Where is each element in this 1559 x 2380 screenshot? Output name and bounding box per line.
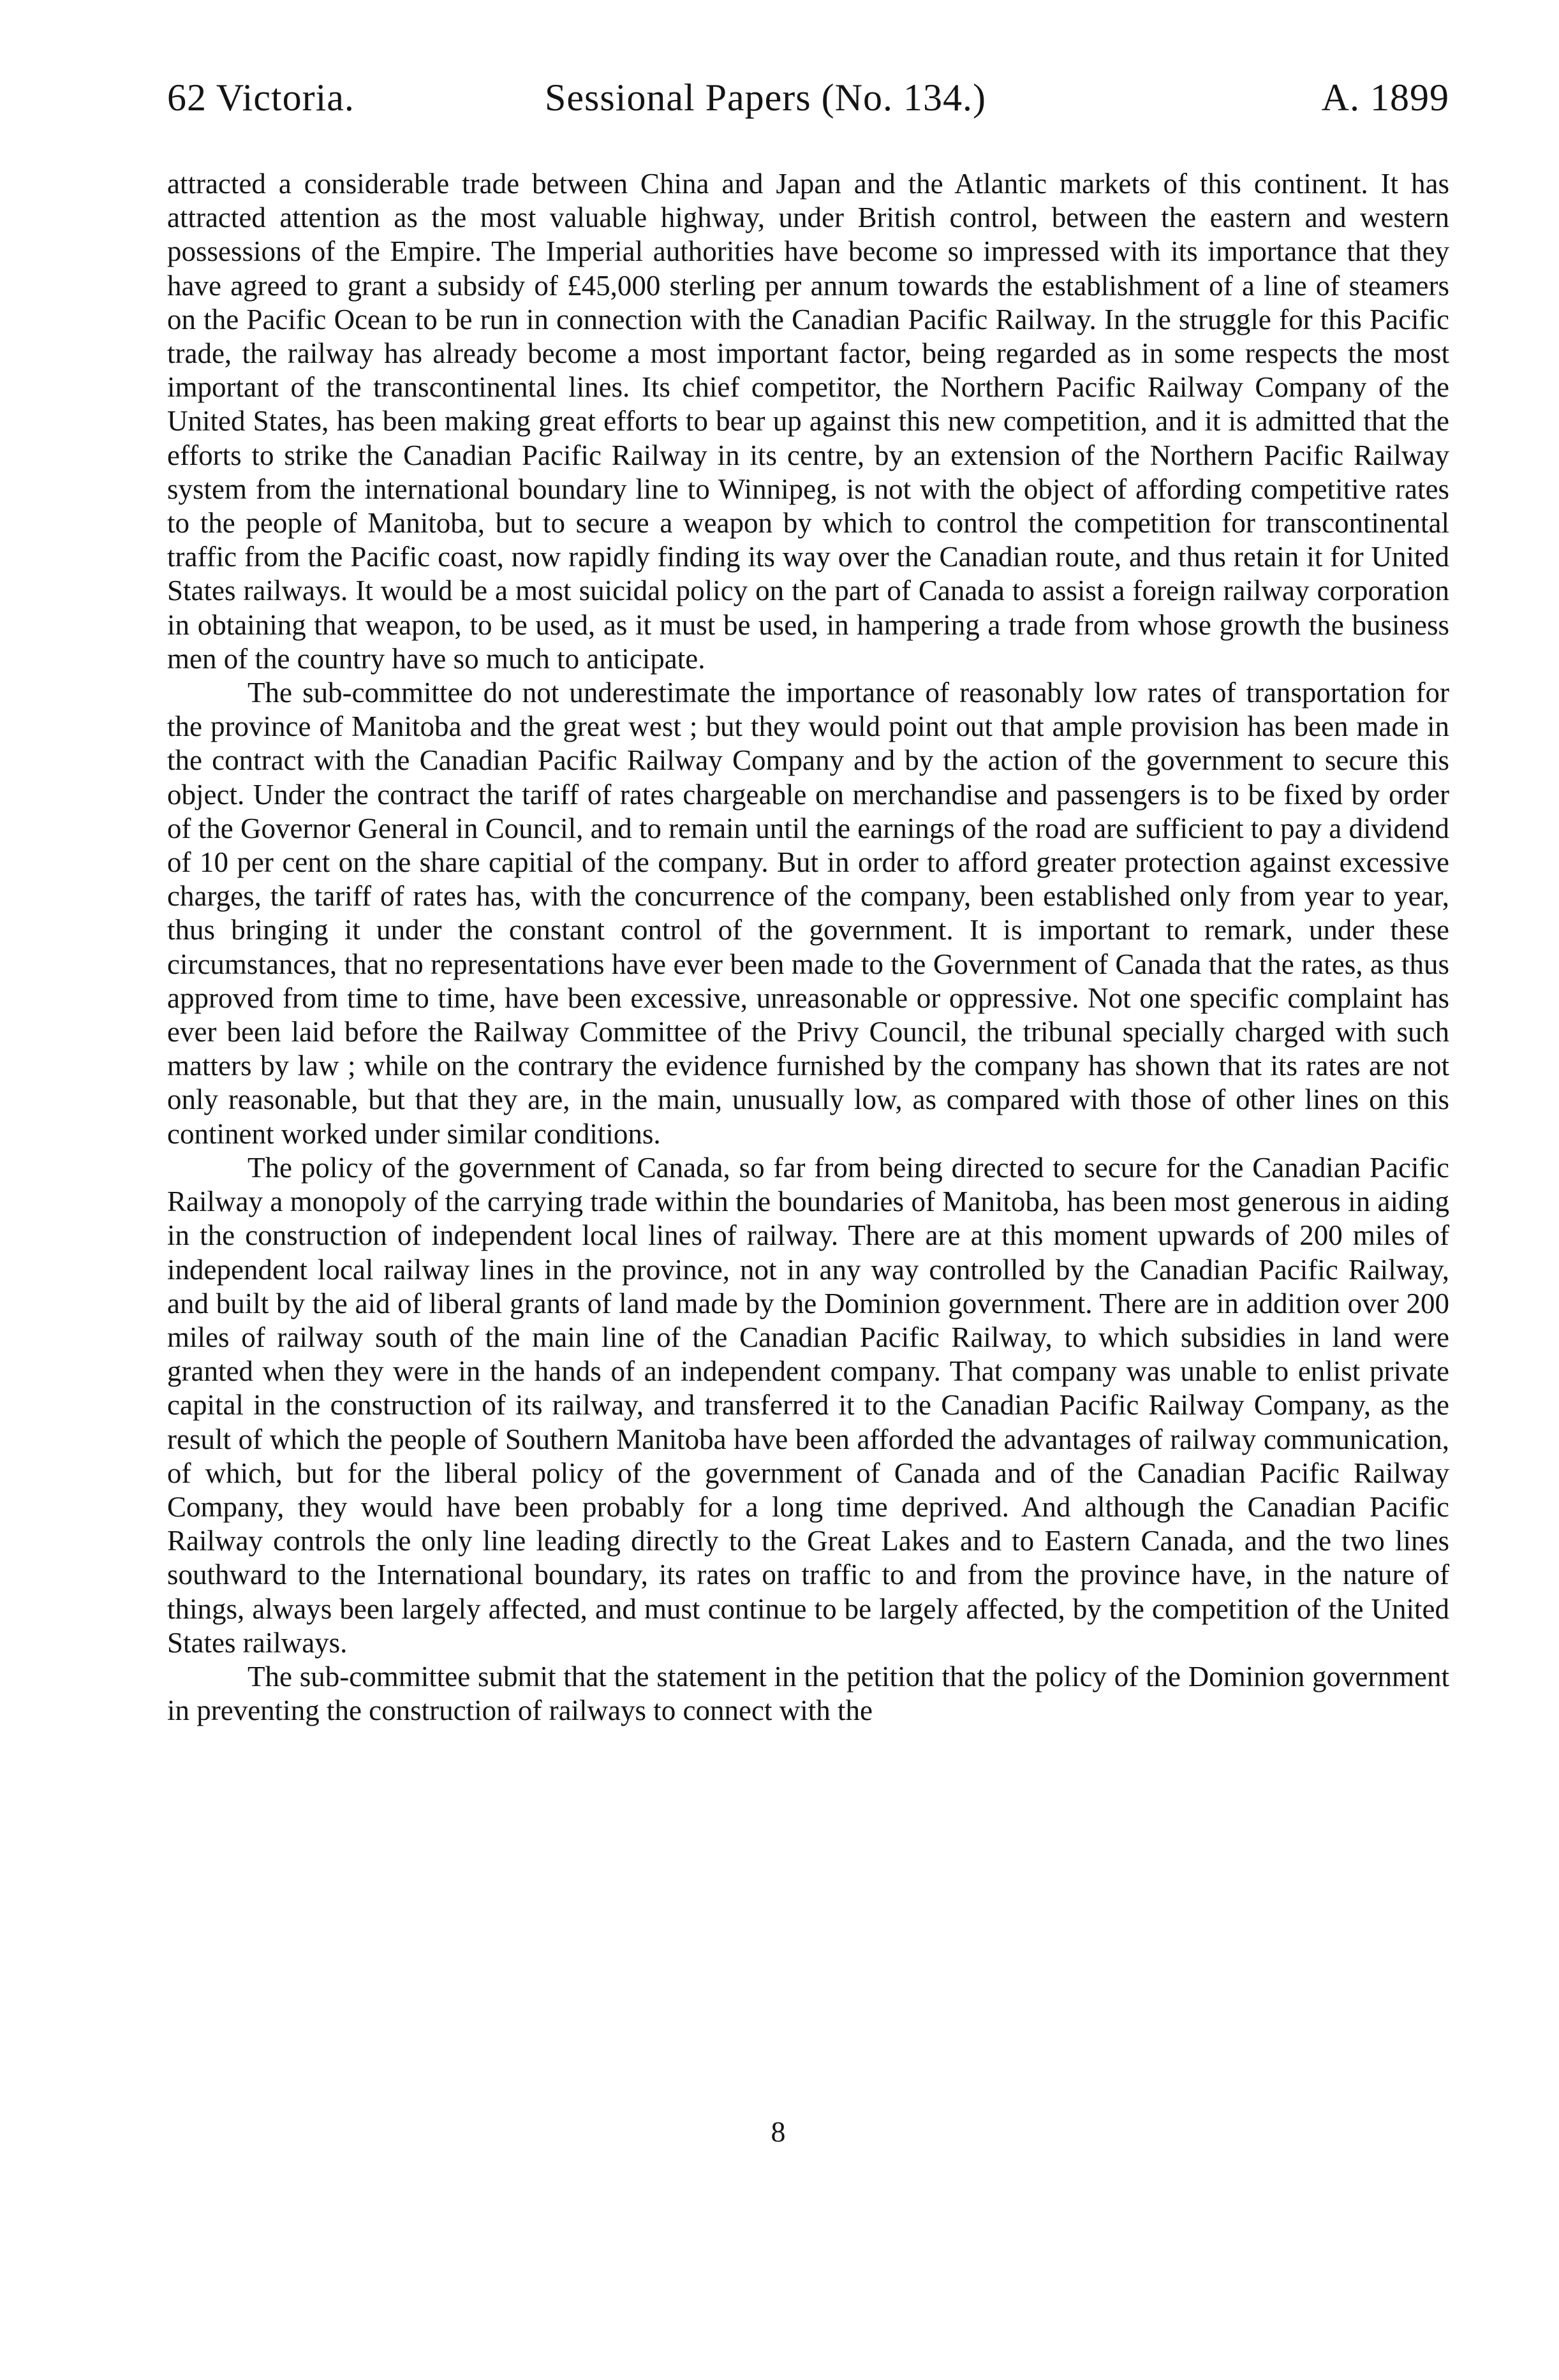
header-year: A. 1899	[1321, 77, 1449, 119]
body-text	[167, 167, 1449, 1728]
header-sessional-papers: Sessional Papers (No. 134.)	[545, 77, 986, 119]
paragraph-continued: attracted a considerable trade between China and Japan and the Atlantic markets of this continent. It has attracted attention as the most valuable highway, under British control, between the eastern and western possessions of the Empire. The Imperial authorities have become so impressed with its importance that they have agreed to grant a subsidy of £45,000 sterling per annum towards the establishment of a line of steamers on the Pacific Ocean to be run in connection with the Canadian Pacific Railway. In the struggle for this Pacific trade, the railway has already become a most important factor, being regarded as in some respects the most important of the transcontinental lines. Its chief competitor, the Northern Pacific Railway Company of the United States, has been making great efforts to bear up against this new competition, and it is admitted that the efforts to strike the Canadian Pacific Railway in its centre, by an extension of the Northern Pacific Railway system from the international boundary line to Winnipeg, is not with the object of affording competitive rates to the people of Manitoba, but to secure a weapon by which to control the competition for transcontinental traffic from the Pacific coast, now rapidly finding its way over the Canadian route, and thus retain it for United States railways. It would be a most suicidal policy on the part of Canada to assist a foreign railway corporation in obtaining that weapon, to be used, as it must be used, in hampering a trade from whose growth the business men of the country have so much to anticipate.	[167, 168, 1449, 675]
running-header	[167, 75, 1449, 120]
page-number: 8	[771, 2115, 786, 2148]
paragraph: The policy of the government of Canada, so far from being directed to secure for the Canadian Pacific Railway a monopoly of the carrying trade within the boundaries of Manitoba, has been most generous in aiding in the construction of independent local lines of railway. There are at this moment upwards of 200 miles of independent local railway lines in the province, not in any way controlled by the Canadian Pacific Railway, and built by the aid of liberal grants of land made by the Dominion government. There are in addition over 200 miles of railway south of the main line of the Canadian Pacific Railway, to which subsidies in land were granted when they were in the hands of an independent company. That company was unable to enlist private capital in the construction of its railway, and transferred it to the Canadian Pacific Railway Company, as the result of which the people of Southern Manitoba have been afforded the advantages of railway communication, of which, but for the liberal policy of the government of Canada and of the Canadian Pacific Railway Company, they would have been probably for a long time deprived. And although the Canadian Pacific Railway controls the only line leading directly to the Great Lakes and to Eastern Canada, and the two lines southward to the International boundary, its rates on traffic to and from the province have, in the nature of things, always been largely affected, and must continue to be largely affected, by the competition of the United States railways.	[167, 1151, 1449, 1659]
paragraph: The sub-committee do not underestimate the importance of reasonably low rates of transportation for the province of Manitoba and the great west ; but they would point out that ample provision has been made in the contract with the Canadian Pacific Railway Company and by the action of the government to secure this object. Under the contract the tariff of rates chargeable on merchandise and passengers is to be fixed by order of the Governor General in Council, and to remain until the earnings of the road are sufficient to pay a dividend of 10 per cent on the share capitial of the company. But in order to afford greater protection against excessive charges, the tariff of rates has, with the concurrence of the company, been established only from year to year, thus bringing it under the constant control of the government. It is important to remark, under these circumstances, that no representations have ever been made to the Government of Canada that the rates, as thus approved from time to time, have been excessive, unreasonable or oppressive. Not one specific complaint has ever been laid before the Railway Committee of the Privy Council, the tribunal specially charged with such matters by law ; while on the contrary the evidence furnished by the company has shown that its rates are not only reasonable, but that they are, in the main, unusually low, as compared with those of other lines on this continent worked under similar conditions.	[167, 677, 1449, 1150]
header-regnal-year: 62 Victoria.	[167, 77, 355, 119]
paragraph: The sub-committee submit that the statement in the petition that the policy of the Dominion government in preventing the construction of railways to connect with the	[167, 1660, 1449, 1727]
